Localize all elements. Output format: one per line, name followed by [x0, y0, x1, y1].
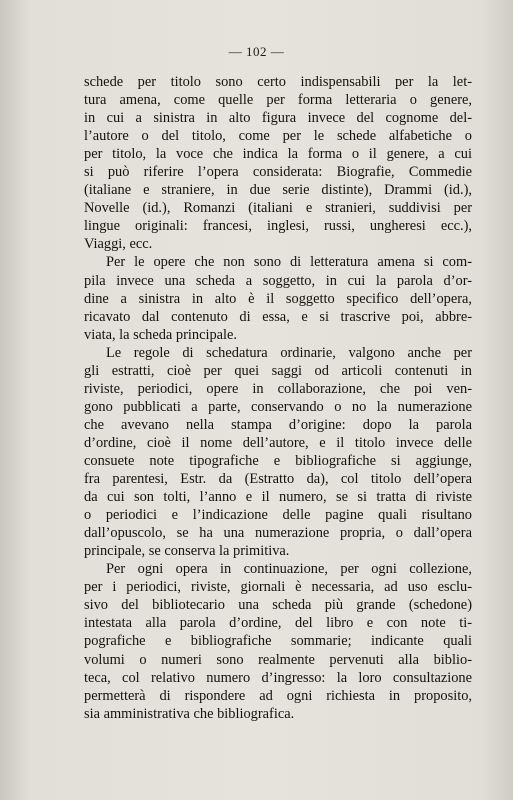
- text-line: dine a sinistra in alto è il soggetto specifico dell’opera,: [84, 290, 472, 307]
- text-line: permetterà di rispondere ad ogni richiesta in proposito,: [84, 687, 472, 704]
- text-line: fra parentesi, Estr. da (Estratto da), col titolo dell’opera: [84, 471, 472, 488]
- text-line: da cui son tolti, l’anno e il numero, se si tratta di riviste: [84, 489, 472, 506]
- body-text: [84, 73, 472, 723]
- text-line: o periodici e l’indicazione delle pagine quali risultano: [84, 507, 472, 524]
- text-line: consuete note tipografiche e bibliografiche si aggiunge,: [84, 452, 472, 469]
- text-line: si può riferire l’opera considerata: Biografie, Commedie: [84, 164, 472, 181]
- text-line: viata, la scheda principale.: [84, 326, 238, 343]
- text-line: per titolo, la voce che indica la forma o il genere, a cui: [84, 146, 472, 163]
- text-line: sia amministrativa che bibliografica.: [84, 705, 295, 722]
- text-line: principale, se conserva la primitiva.: [84, 543, 290, 560]
- paragraph: [84, 253, 472, 343]
- text-line: pografiche e bibliografiche sommarie; indicante quali: [84, 633, 472, 650]
- text-line: intestata alla parola d’ordine, del libro e con note ti-: [84, 615, 472, 632]
- paragraph: [84, 560, 472, 722]
- text-line: tura amena, come quelle per forma letteraria o genere,: [84, 92, 472, 109]
- page-number: — 102 —: [228, 44, 285, 59]
- text-line: Le regole di schedatura ordinarie, valgono anche per: [106, 344, 472, 361]
- paragraph: [84, 73, 472, 253]
- text-line: lingue originali: francesi, inglesi, russi, ungheresi ecc.),: [84, 218, 472, 235]
- text-line: per i periodici, riviste, giornali è necessaria, ad uso esclu-: [84, 579, 472, 596]
- text-line: sivo del bibliotecario una scheda più grande (schedone): [84, 597, 472, 614]
- text-line: Per le opere che non sono di letteratura amena si com-: [106, 254, 472, 271]
- text-line: gli estratti, cioè per quei saggi od articoli contenuti in: [84, 362, 472, 379]
- text-line: Viaggi, ecc.: [84, 236, 153, 253]
- text-line: in cui a sinistra in alto figura invece del cognome del-: [84, 110, 472, 127]
- text-line: gono pubblicati a parte, conservando o no la numerazione: [84, 398, 472, 415]
- text-line: ricavato dal contenuto di essa, e si trascrive poi, abbre-: [84, 308, 472, 325]
- text-line: teca, col relativo numero d’ingresso: la loro consultazione: [84, 669, 472, 686]
- text-line: l’autore o del titolo, come per le schede alfabetiche o: [84, 128, 472, 145]
- text-line: d’ordine, cioè il nome dell’autore, e il titolo invece delle: [84, 434, 472, 451]
- text-line: (italiane e straniere, in due serie distinte), Drammi (id.),: [84, 182, 472, 199]
- text-line: dall’opuscolo, se ha una numerazione propria, o dall’opera: [84, 525, 472, 542]
- text-line: schede per titolo sono certo indispensabili per la let-: [84, 74, 472, 90]
- text-line: pila invece una scheda a soggetto, in cui la parola d’or-: [84, 272, 472, 289]
- text-line: che avevano nella stampa d’origine: dopo la parola: [84, 416, 472, 433]
- text-line: volumi o numeri sono realmente pervenuti alla biblio-: [84, 651, 472, 668]
- paragraph: [84, 344, 472, 561]
- text-line: riviste, periodici, opere in collaborazione, che poi ven-: [84, 380, 472, 397]
- text-line: Per ogni opera in continuazione, per ogni collezione,: [106, 561, 472, 578]
- text-line: Novelle (id.), Romanzi (italiani e stranieri, suddivisi per: [84, 200, 472, 217]
